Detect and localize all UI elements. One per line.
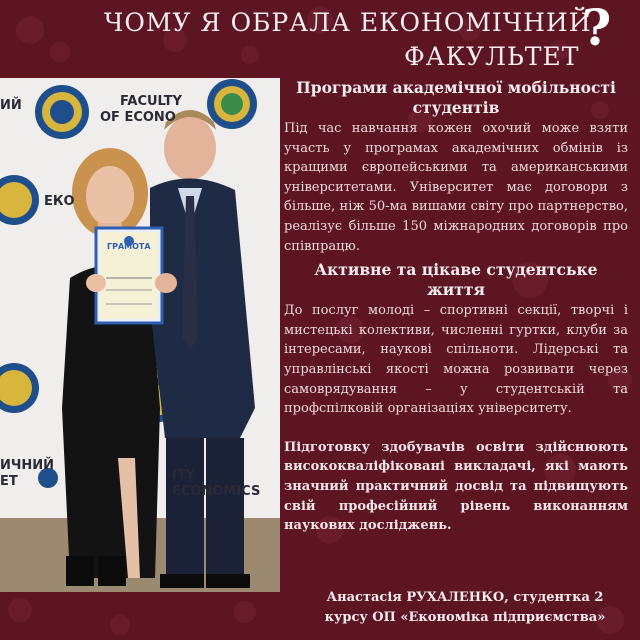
banner-text-3: OF ECONO bbox=[100, 110, 176, 125]
award-photo bbox=[0, 78, 280, 592]
title-line-1: ЧОМУ Я ОБРАЛА ЕКОНОМІЧНИЙ bbox=[104, 8, 592, 37]
banner-text-5: ИЧНИЙ bbox=[0, 458, 55, 473]
author-line-2: курсу ОП «Економіка підприємства» bbox=[324, 610, 606, 625]
section-heading-student-life: Активне та цікаве студентське життя bbox=[314, 260, 598, 300]
closing-paragraph: Підготовку здобувачів освіти здійснюють висококваліфіковані викладачі, які мають значний практичний досвід та підвищують свій професійний рівень виконанням наукових досліджень. bbox=[284, 439, 628, 534]
certificate-title: ГРАМОТА bbox=[107, 242, 151, 251]
banner-text-1: ИЙ bbox=[0, 98, 22, 113]
question-mark: ? bbox=[582, 0, 612, 57]
section-body-mobility: Під час навчання кожен охочий може взяти участь у програмах академічних обмінів із кращими європейськими та американськими університетами. Університет має договори з більше, ніж 50-ма вишами світу про партнерство, реалізує більше 150 міжнародних договорів про співпрацю. bbox=[284, 121, 628, 254]
banner-text-8: ECONOMICS bbox=[172, 484, 261, 499]
author-line-1: Анастасія РУХАЛЕНКО, студентка 2 bbox=[326, 590, 604, 605]
banner-text-4: ЕКО bbox=[44, 194, 75, 209]
section-body-student-life: До послуг молоді – спортивні секції, творчі і мистецькі колективи, численні гуртки, клуби за інтересами, наукові спільноти. Лідерські та управлінські якості можна розвивати через самоврядування – у студентській та профспілковій організаціях університету. bbox=[284, 303, 628, 417]
title-line-2: ФАКУЛЬТЕТ bbox=[404, 42, 580, 71]
banner-text-7: ITY bbox=[172, 468, 196, 483]
university-emblem bbox=[35, 85, 89, 139]
banner-text-2: FACULTY bbox=[120, 94, 182, 109]
author-signature bbox=[300, 588, 630, 628]
banner-text-6: ЕТ bbox=[0, 474, 18, 489]
section-heading-mobility: Програми академічної мобільності студентів bbox=[296, 78, 616, 117]
article-column bbox=[284, 78, 628, 536]
